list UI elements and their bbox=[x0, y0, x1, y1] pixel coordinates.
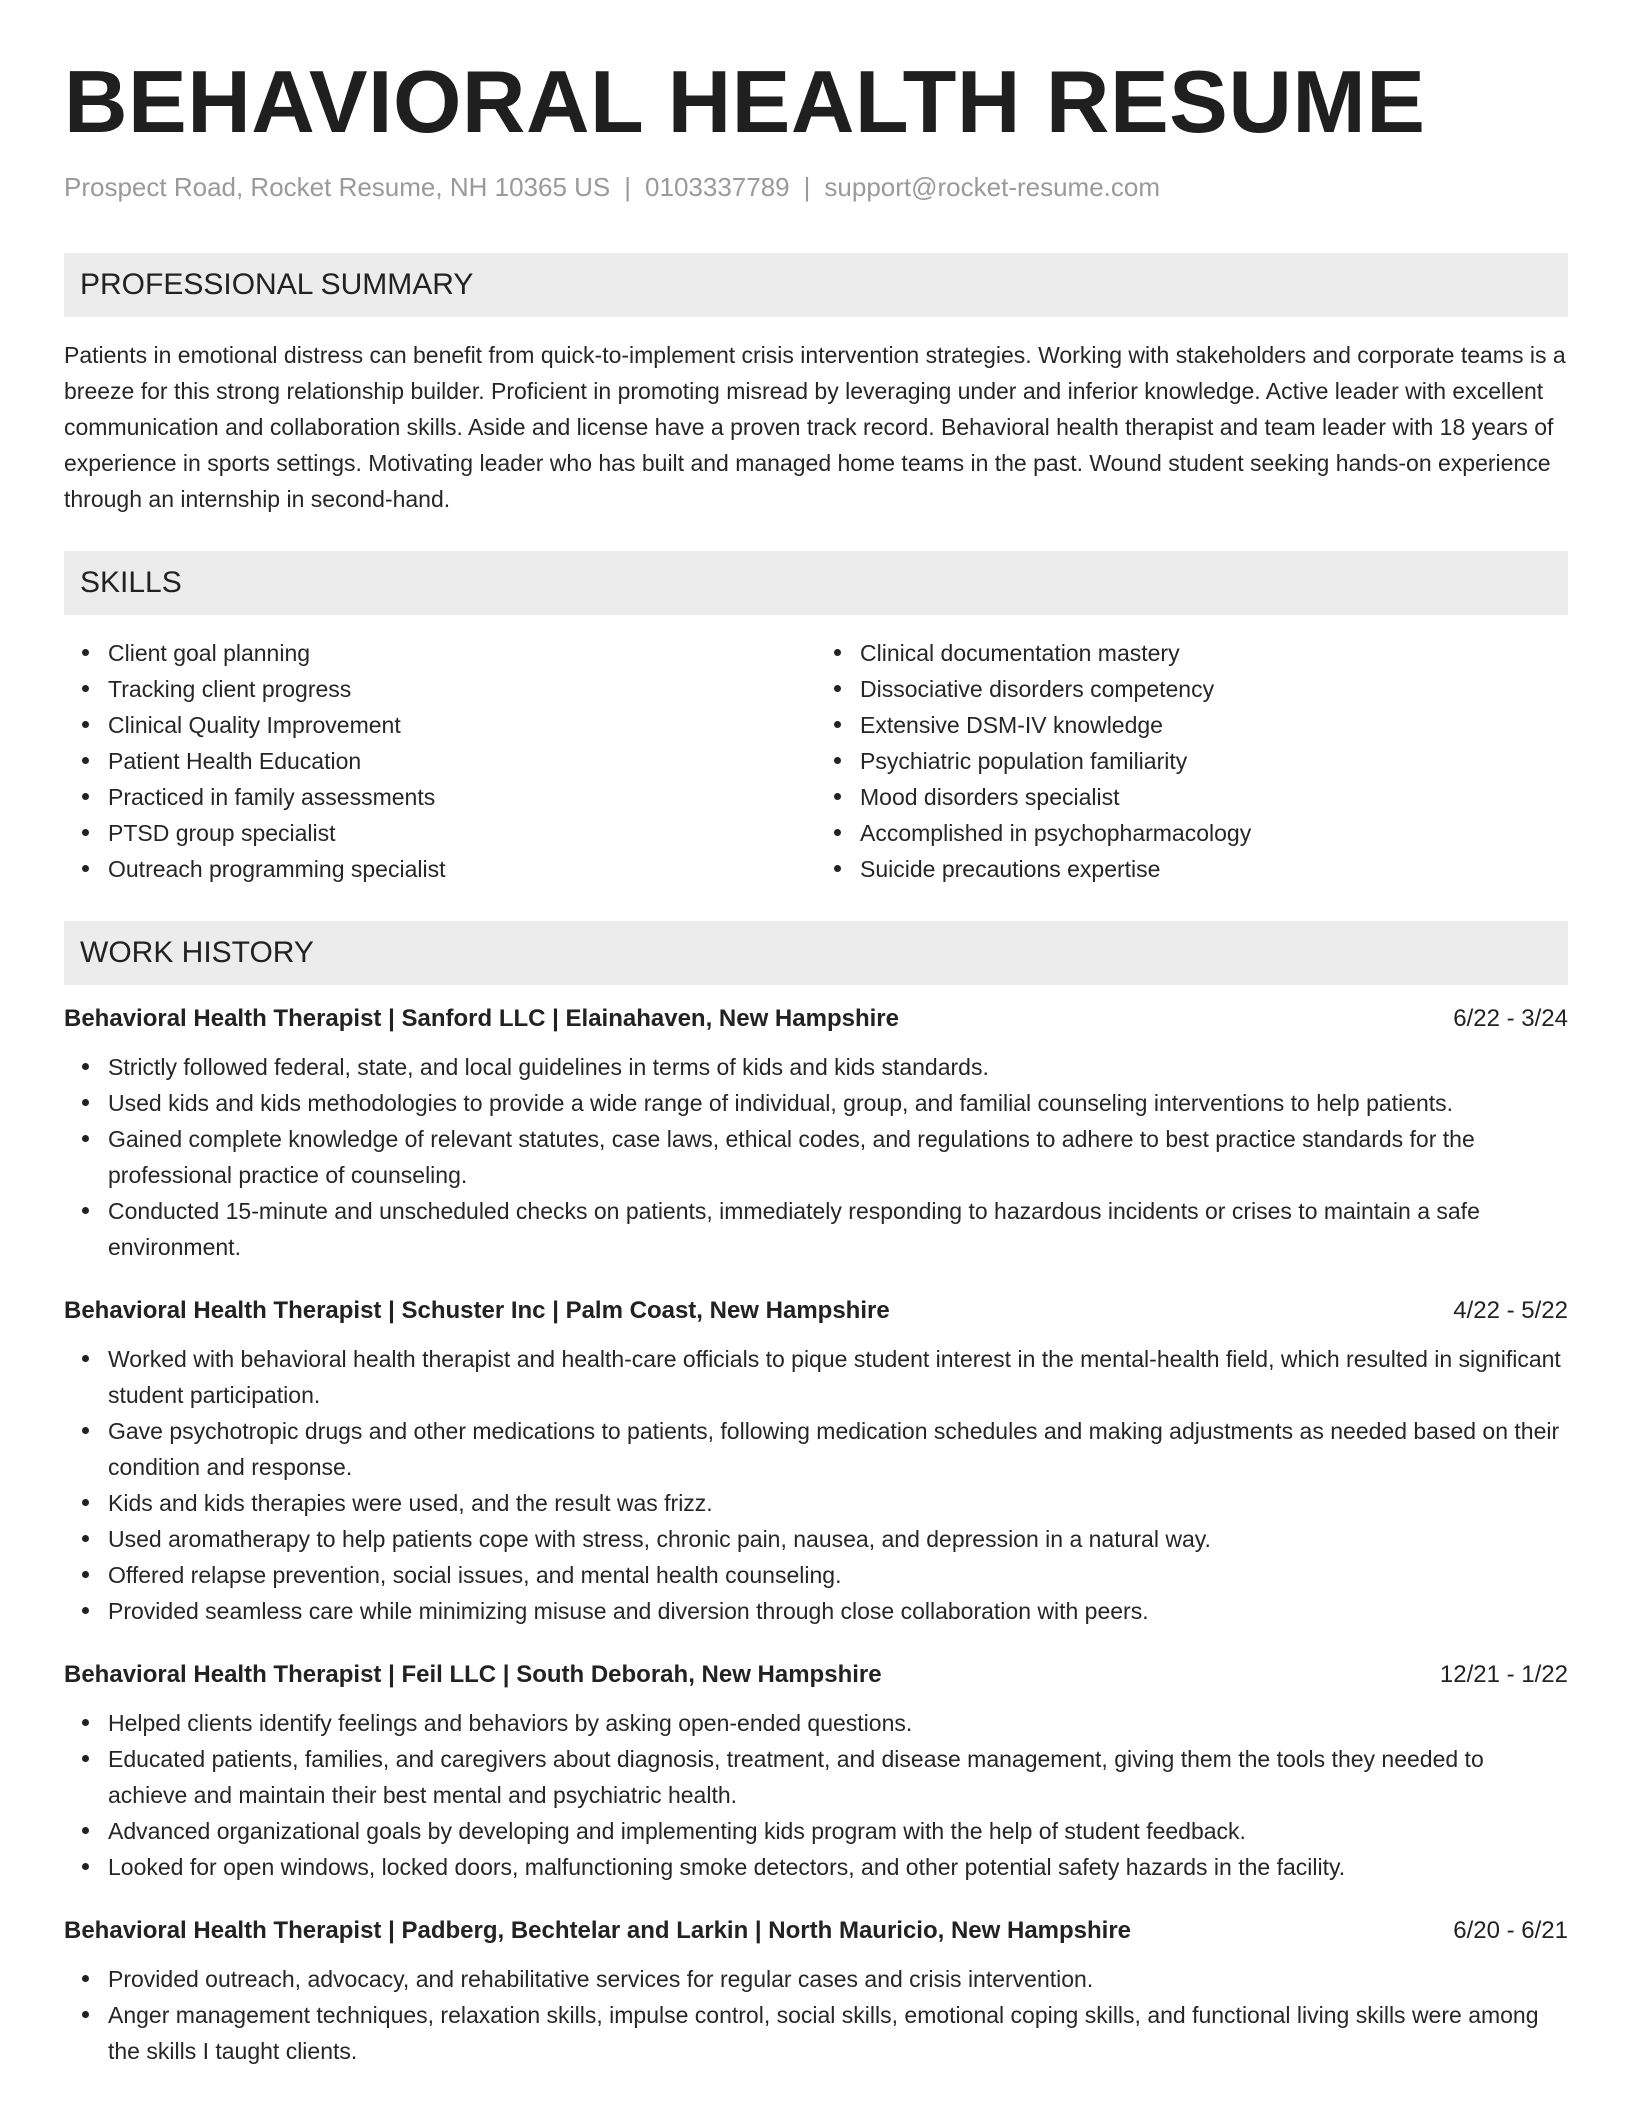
skill-item: Suicide precautions expertise bbox=[816, 851, 1568, 887]
skill-item: Clinical Quality Improvement bbox=[64, 707, 816, 743]
skills-column-left bbox=[64, 635, 816, 887]
resume-title: BEHAVIORAL HEALTH RESUME bbox=[64, 52, 1426, 151]
skill-item: Practiced in family assessments bbox=[64, 779, 816, 815]
skills-heading: SKILLS bbox=[64, 551, 1568, 615]
contact-phone: 0103337789 bbox=[645, 172, 790, 202]
job-title: Behavioral Health Therapist | Schuster Inc | Palm Coast, New Hampshire bbox=[64, 1297, 890, 1324]
summary-text: Patients in emotional distress can benefit from quick-to-implement crisis intervention strategies. Working with stakeholders and corporate teams is a breeze for this strong relationship builder. Proficient in promoting misread by leveraging under and inferior knowledge. Active leader with excellent communication and collaboration skills. Aside and license have a proven track record. Behavioral health therapist and team leader with 18 years of experience in sports settings. Motivating leader who has built and managed home teams in the past. Wound student seeking hands-on experience through an internship in second-hand. bbox=[64, 342, 1566, 512]
work-history-heading: WORK HISTORY bbox=[64, 921, 1568, 985]
skill-item: Accomplished in psychopharmacology bbox=[816, 815, 1568, 851]
contact-separator: | bbox=[624, 172, 632, 202]
contact-address: Prospect Road, Rocket Resume, NH 10365 US bbox=[64, 172, 611, 202]
skill-item: Clinical documentation mastery bbox=[816, 635, 1568, 671]
skill-item: Outreach programming specialist bbox=[64, 851, 816, 887]
job-bullet: Worked with behavioral health therapist and health-care officials to pique student interest in the mental-health field, which resulted in significant student participation. bbox=[64, 1341, 1568, 1413]
job-title: Behavioral Health Therapist | Padberg, Bechtelar and Larkin | North Mauricio, New Hampshire bbox=[64, 1917, 1132, 1944]
job-entry bbox=[64, 1661, 1568, 1885]
job-bullet: Educated patients, families, and caregivers about diagnosis, treatment, and disease management, giving them the tools they needed to achieve and maintain their best mental and psychiatric health. bbox=[64, 1741, 1568, 1813]
job-dates: 4/22 - 5/22 bbox=[1453, 1297, 1568, 1324]
skill-item: Psychiatric population familiarity bbox=[816, 743, 1568, 779]
skills-list bbox=[64, 635, 1568, 887]
contact-email: support@rocket-resume.com bbox=[824, 172, 1161, 202]
job-dates: 6/20 - 6/21 bbox=[1453, 1917, 1568, 1944]
job-dates: 6/22 - 3/24 bbox=[1453, 1005, 1568, 1032]
job-bullet: Conducted 15-minute and unscheduled checks on patients, immediately responding to hazardous incidents or crises to maintain a safe environment. bbox=[64, 1193, 1568, 1265]
job-bullet: Gave psychotropic drugs and other medications to patients, following medication schedules and making adjustments as needed based on their condition and response. bbox=[64, 1413, 1568, 1485]
skill-item: Patient Health Education bbox=[64, 743, 816, 779]
job-bullet: Kids and kids therapies were used, and the result was frizz. bbox=[64, 1485, 1568, 1521]
summary-heading: PROFESSIONAL SUMMARY bbox=[64, 253, 1568, 317]
contact-separator: | bbox=[803, 172, 811, 202]
skill-item: PTSD group specialist bbox=[64, 815, 816, 851]
job-bullet: Advanced organizational goals by developing and implementing kids program with the help of student feedback. bbox=[64, 1813, 1568, 1849]
job-entry bbox=[64, 1917, 1568, 2069]
job-bullet: Anger management techniques, relaxation skills, impulse control, social skills, emotional coping skills, and functional living skills were among the skills I taught clients. bbox=[64, 1997, 1568, 2069]
skill-item: Mood disorders specialist bbox=[816, 779, 1568, 815]
job-entry bbox=[64, 1005, 1568, 1265]
job-bullet: Strictly followed federal, state, and local guidelines in terms of kids and kids standards. bbox=[64, 1049, 1568, 1085]
skill-item: Tracking client progress bbox=[64, 671, 816, 707]
job-entry bbox=[64, 1297, 1568, 1629]
job-bullet: Provided outreach, advocacy, and rehabilitative services for regular cases and crisis intervention. bbox=[64, 1961, 1568, 1997]
skill-item: Dissociative disorders competency bbox=[816, 671, 1568, 707]
job-bullet: Gained complete knowledge of relevant statutes, case laws, ethical codes, and regulations to adhere to best practice standards for the professional practice of counseling. bbox=[64, 1121, 1568, 1193]
contact-line bbox=[64, 172, 1568, 203]
job-bullet: Used aromatherapy to help patients cope with stress, chronic pain, nausea, and depression in a natural way. bbox=[64, 1521, 1568, 1557]
job-bullet: Used kids and kids methodologies to provide a wide range of individual, group, and familial counseling interventions to help patients. bbox=[64, 1085, 1568, 1121]
skill-item: Client goal planning bbox=[64, 635, 816, 671]
job-title: Behavioral Health Therapist | Sanford LLC | Elainahaven, New Hampshire bbox=[64, 1005, 899, 1032]
skills-column-right bbox=[816, 635, 1568, 887]
skill-item: Extensive DSM-IV knowledge bbox=[816, 707, 1568, 743]
job-bullet: Provided seamless care while minimizing misuse and diversion through close collaboration with peers. bbox=[64, 1593, 1568, 1629]
job-bullet: Helped clients identify feelings and behaviors by asking open-ended questions. bbox=[64, 1705, 1568, 1741]
job-dates: 12/21 - 1/22 bbox=[1439, 1661, 1568, 1688]
job-bullet: Looked for open windows, locked doors, malfunctioning smoke detectors, and other potential safety hazards in the facility. bbox=[64, 1849, 1568, 1885]
job-title: Behavioral Health Therapist | Feil LLC | South Deborah, New Hampshire bbox=[64, 1661, 882, 1688]
job-bullet: Offered relapse prevention, social issues, and mental health counseling. bbox=[64, 1557, 1568, 1593]
